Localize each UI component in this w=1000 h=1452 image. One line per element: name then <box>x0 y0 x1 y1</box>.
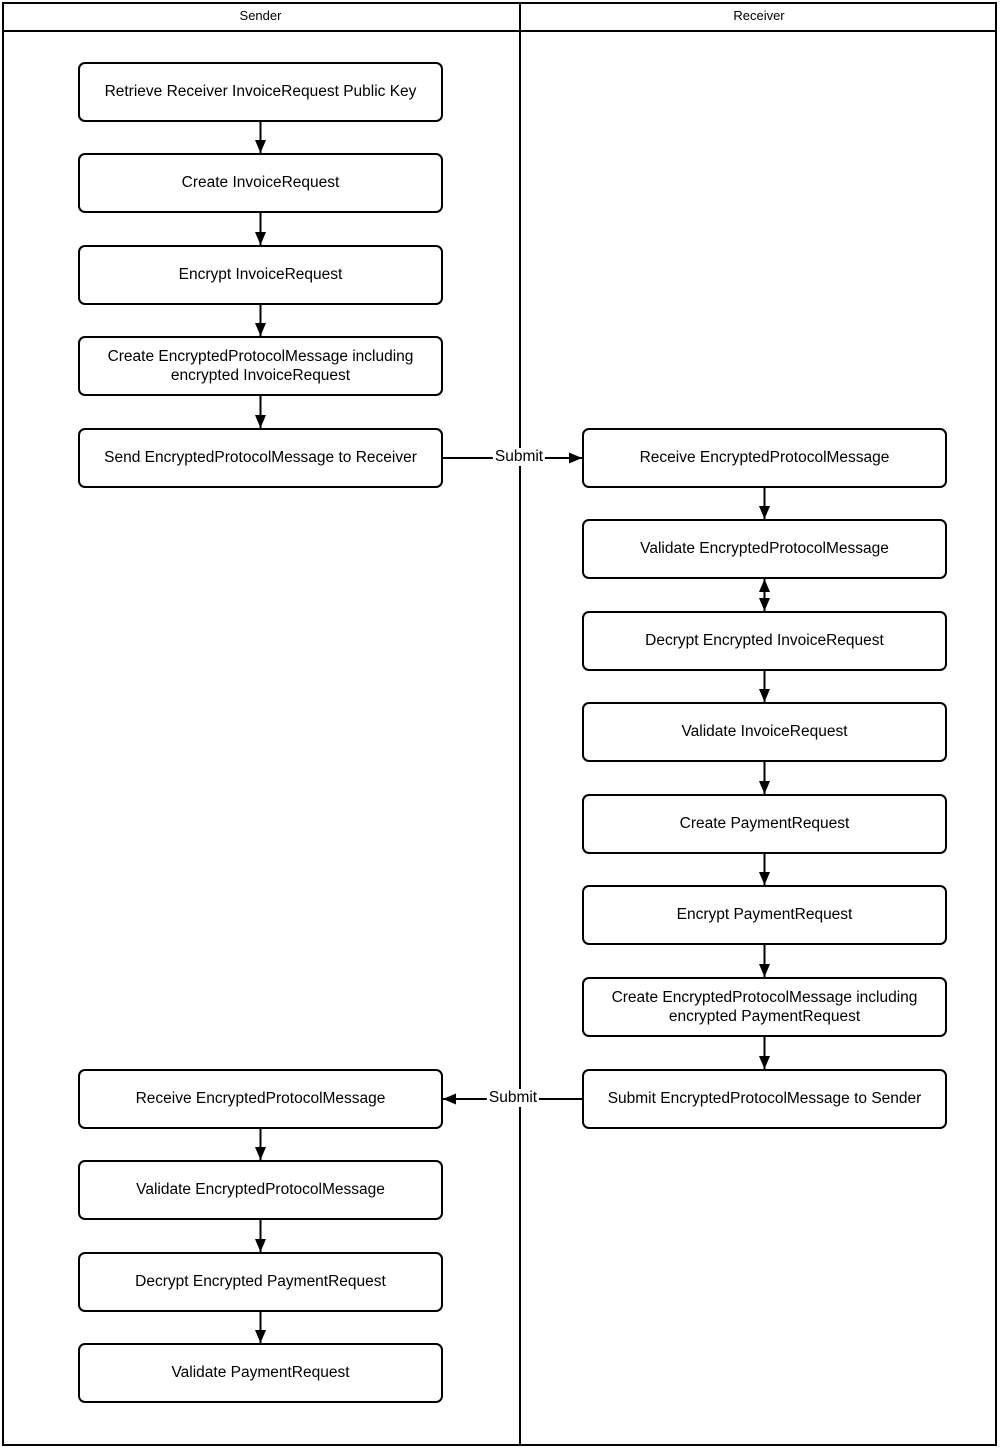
node-validate-paymentrequest: Validate PaymentRequest <box>78 1343 443 1403</box>
node-validate-invoicerequest: Validate InvoiceRequest <box>582 702 947 762</box>
node-decrypt-encrypted-invoicerequest: Decrypt Encrypted InvoiceRequest <box>582 611 947 671</box>
node-submit-encryptedprotocolmessage-to-sender: Submit EncryptedProtocolMessage to Sender <box>582 1069 947 1129</box>
lane-divider <box>519 2 521 1446</box>
node-encrypt-invoicerequest: Encrypt InvoiceRequest <box>78 245 443 305</box>
node-receiver-receive-encryptedprotocolmessage: Receive EncryptedProtocolMessage <box>582 428 947 488</box>
node-create-invoicerequest: Create InvoiceRequest <box>78 153 443 213</box>
node-send-encryptedprotocolmessage-to-receiver: Send EncryptedProtocolMessage to Receiver <box>78 428 443 488</box>
node-create-paymentrequest: Create PaymentRequest <box>582 794 947 854</box>
submit-label-receiver-to-sender: Submit <box>488 1089 538 1106</box>
header-separator <box>2 30 997 32</box>
node-retrieve-receiver-invoicerequest-public-key: Retrieve Receiver InvoiceRequest Public Key <box>78 62 443 122</box>
lane-title-sender: Sender <box>239 8 282 23</box>
lane-title-receiver: Receiver <box>733 8 785 23</box>
node-create-encryptedprotocolmessage-invoicerequest: Create EncryptedProtocolMessage including encrypted InvoiceRequest <box>78 336 443 396</box>
node-receiver-validate-encryptedprotocolmessage: Validate EncryptedProtocolMessage <box>582 519 947 579</box>
node-encrypt-paymentrequest: Encrypt PaymentRequest <box>582 885 947 945</box>
submit-label-sender-to-receiver: Submit <box>494 448 544 465</box>
node-sender-validate-encryptedprotocolmessage: Validate EncryptedProtocolMessage <box>78 1160 443 1220</box>
node-decrypt-encrypted-paymentrequest: Decrypt Encrypted PaymentRequest <box>78 1252 443 1312</box>
node-sender-receive-encryptedprotocolmessage: Receive EncryptedProtocolMessage <box>78 1069 443 1129</box>
node-create-encryptedprotocolmessage-paymentrequest: Create EncryptedProtocolMessage including encrypted PaymentRequest <box>582 977 947 1037</box>
